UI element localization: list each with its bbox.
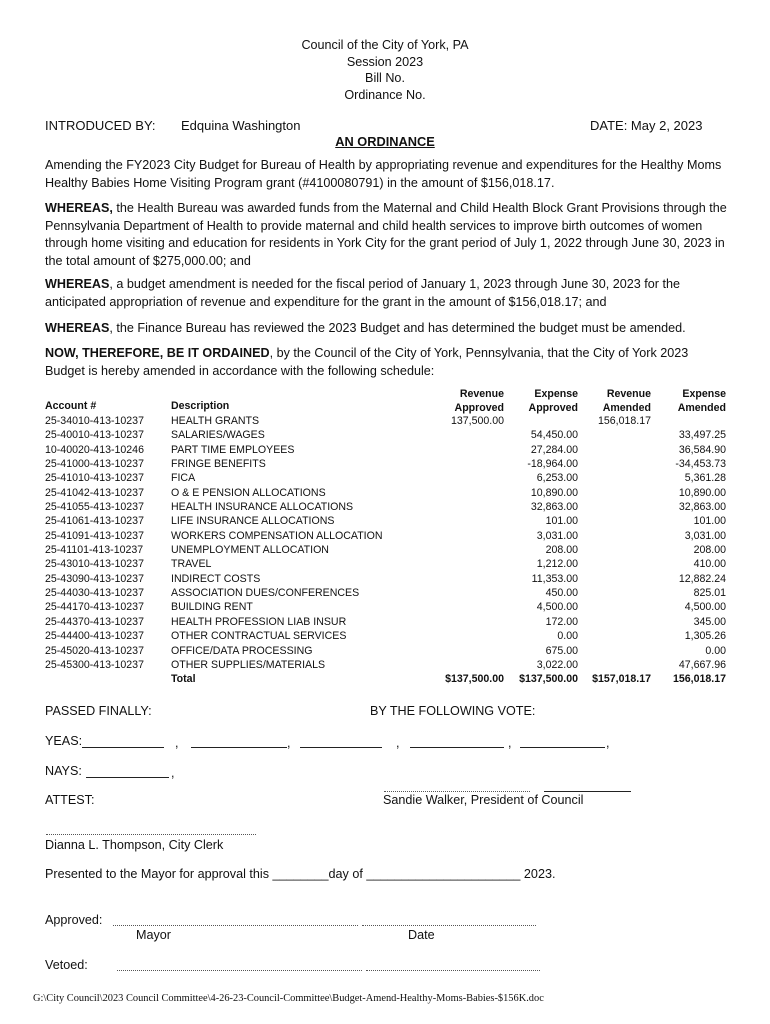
nays-signature-line[interactable] xyxy=(86,777,169,778)
account-column xyxy=(45,414,170,687)
whereas-text: the Health Bureau was awarded funds from the Maternal and Child Health Block Grant Provisions through the Pennsylvania Department of Health to provide maternal and child health services to improve birth outcomes of women through home visiting and education for residents in York City for the grant period of July 1, 2022 through June 30, 2023 in the total amount of $275,000.00; and xyxy=(45,201,727,268)
header-line: Expense xyxy=(682,388,726,400)
expense-amended-cell: 12,882.24 xyxy=(678,572,726,585)
expense-approved-cell: 1,212.00 xyxy=(536,558,578,571)
president-signature-line[interactable] xyxy=(384,791,530,792)
expense-amended-cell: 345.00 xyxy=(693,615,726,628)
amending-paragraph: Amending the FY2023 City Budget for Bureau of Health by appropriating revenue and expenditures for the Healthy Moms Healthy Babies Home Visiting Program grant (#4100080791) in the amount of $156,018.17. xyxy=(45,158,722,190)
revenue-amended-cell xyxy=(578,457,651,471)
expense-approved-cell: 0.00 xyxy=(557,630,578,643)
account-cell: 10-40020-413-10246 xyxy=(45,443,144,456)
now-therefore-lead: NOW, THEREFORE, BE IT ORDAINED xyxy=(45,346,270,360)
comma: , xyxy=(171,766,175,780)
description-cell: LIFE INSURANCE ALLOCATIONS xyxy=(171,515,335,528)
file-path-footer: G:\City Council\2023 Council Committee\4-26-23-Council-Committee\Budget-Amend-Healthy-Moms-Babies-$156K.doc xyxy=(33,993,544,1004)
description-cell: OTHER SUPPLIES/MATERIALS xyxy=(171,658,326,671)
account-cell: 25-41010-413-10237 xyxy=(45,472,144,485)
introduced-label: INTRODUCED BY: xyxy=(45,118,156,133)
president-signature-line[interactable] xyxy=(544,791,631,792)
expense-approved-column xyxy=(504,414,578,687)
expense-amended-cell: 0.00 xyxy=(705,644,726,657)
description-cell: HEALTH GRANTS xyxy=(171,415,260,427)
vetoed-signature-line[interactable] xyxy=(117,970,362,971)
ordinance-date: DATE: May 2, 2023 xyxy=(590,118,703,133)
whereas-paragraph-2 xyxy=(45,276,727,311)
account-cell: 25-34010-413-10237 xyxy=(45,415,144,427)
approved-label: Approved: xyxy=(45,913,103,927)
introduced-name: Edquina Washington xyxy=(181,118,301,133)
revenue-approved-cell xyxy=(430,615,504,629)
whereas-lead: WHEREAS, xyxy=(45,201,113,215)
revenue-amended-cell xyxy=(578,557,651,571)
account-cell: 25-41000-413-10237 xyxy=(45,458,144,471)
account-cell: 25-43090-413-10237 xyxy=(45,572,144,585)
total-expense-amended: 156,018.17 xyxy=(672,673,726,686)
account-cell: 25-40010-413-10237 xyxy=(45,429,144,442)
expense-amended-cell: 208.00 xyxy=(693,544,726,557)
whereas-text: , the Finance Bureau has reviewed the 2023 Budget and has determined the budget must be amended. xyxy=(109,321,686,335)
description-cell: OFFICE/DATA PROCESSING xyxy=(171,644,313,657)
header-line: Revenue xyxy=(459,388,504,400)
revenue-approved-cell xyxy=(430,500,504,514)
description-cell: BUILDING RENT xyxy=(171,601,253,614)
description-cell: FRINGE BENEFITS xyxy=(171,458,266,471)
yeas-signature-line[interactable] xyxy=(300,747,382,748)
clerk-signature-line[interactable] xyxy=(46,834,256,835)
expense-amended-cell: 5,361.28 xyxy=(684,472,726,485)
description-cell: INDIRECT COSTS xyxy=(171,572,261,585)
description-cell: OTHER CONTRACTUAL SERVICES xyxy=(171,630,347,643)
account-cell: 25-44170-413-10237 xyxy=(45,601,144,614)
comma: , xyxy=(606,736,610,750)
document-header xyxy=(0,37,770,103)
expense-amended-column xyxy=(651,414,726,687)
expense-approved-cell: 172.00 xyxy=(545,615,578,628)
expense-approved-cell: 32,863.00 xyxy=(530,501,578,514)
revenue-amended-cell xyxy=(578,514,651,528)
revenue-approved-cell xyxy=(430,658,504,672)
expense-approved-cell: -18,964.00 xyxy=(527,458,578,471)
expense-approved-cell: 4,500.00 xyxy=(536,601,578,614)
header-line: Amended xyxy=(602,401,651,414)
yeas-signature-line[interactable] xyxy=(82,747,164,748)
description-cell: O & E PENSION ALLOCATIONS xyxy=(171,486,326,499)
revenue-amended-cell xyxy=(578,500,651,514)
description-cell: WORKERS COMPENSATION ALLOCATION xyxy=(171,529,383,542)
vetoed-date-line[interactable] xyxy=(366,970,540,971)
mayor-signature-line[interactable] xyxy=(113,925,358,926)
revenue-amended-cell xyxy=(578,615,651,629)
account-cell: 25-41061-413-10237 xyxy=(45,515,144,528)
revenue-amended-cell xyxy=(578,658,651,672)
account-cell: 25-44370-413-10237 xyxy=(45,615,144,628)
revenue-amended-cell xyxy=(578,428,651,442)
header-council: Council of the City of York, PA xyxy=(301,38,469,52)
yeas-label: YEAS: xyxy=(45,734,83,748)
description-cell: FICA xyxy=(171,472,196,485)
expense-approved-cell: 27,284.00 xyxy=(530,443,578,456)
revenue-approved-cell xyxy=(430,471,504,485)
now-therefore-paragraph xyxy=(45,345,727,380)
expense-amended-cell: 32,863.00 xyxy=(678,501,726,514)
expense-amended-cell: 47,667.96 xyxy=(678,658,726,671)
expense-amended-cell: 1,305.26 xyxy=(684,630,726,643)
description-cell: SALARIES/WAGES xyxy=(171,429,265,442)
revenue-approved-cell xyxy=(430,428,504,442)
expense-amended-cell: 101.00 xyxy=(693,515,726,528)
now-therefore-text: , by the Council of the City of York, Pennsylvania, that the City of York 2023 Budget is hereby amended in accordance with the following schedule: xyxy=(45,346,689,378)
revenue-amended-cell xyxy=(578,629,651,643)
revenue-approved-cell xyxy=(430,572,504,586)
yeas-signature-line[interactable] xyxy=(191,747,287,748)
header-line: Approved xyxy=(528,401,578,414)
revenue-amended-cell xyxy=(578,644,651,658)
revenue-approved-cell xyxy=(430,586,504,600)
description-column xyxy=(171,414,431,687)
total-expense-approved: $137,500.00 xyxy=(519,673,578,686)
account-cell: 25-45020-413-10237 xyxy=(45,644,144,657)
whereas-lead: WHEREAS xyxy=(45,321,110,335)
revenue-amended-cell: 156,018.17 xyxy=(597,415,651,427)
president-name: Sandie Walker, President of Council xyxy=(383,793,584,807)
revenue-amended-cell xyxy=(578,471,651,485)
account-cell: 25-41042-413-10237 xyxy=(45,486,144,499)
expense-approved-cell: 11,353.00 xyxy=(531,572,578,585)
date-label: Date xyxy=(408,928,435,942)
comma: , xyxy=(287,736,291,750)
expense-amended-cell: 3,031.00 xyxy=(684,529,726,542)
description-cell: TRAVEL xyxy=(171,558,212,571)
revenue-approved-cell xyxy=(430,644,504,658)
header-line: Approved xyxy=(454,401,504,414)
col-header-expense-approved xyxy=(504,388,578,415)
revenue-amended-cell xyxy=(578,572,651,586)
expense-approved-cell: 6,253.00 xyxy=(536,472,578,485)
revenue-amended-cell xyxy=(578,600,651,614)
expense-amended-cell: 4,500.00 xyxy=(684,601,726,614)
description-cell: HEALTH PROFESSION LIAB INSUR xyxy=(171,615,347,628)
description-cell: ASSOCIATION DUES/CONFERENCES xyxy=(171,587,360,600)
mayor-label: Mayor xyxy=(136,928,171,942)
account-cell: 25-41091-413-10237 xyxy=(45,529,144,542)
header-line: Amended xyxy=(677,401,726,414)
yeas-signature-line[interactable] xyxy=(520,747,605,748)
expense-amended-cell: -34,453.73 xyxy=(675,458,726,471)
revenue-approved-cell xyxy=(430,457,504,471)
expense-amended-cell xyxy=(651,414,726,428)
revenue-amended-cell xyxy=(578,543,651,557)
expense-approved-cell: 3,031.00 xyxy=(536,529,578,542)
nays-label: NAYS: xyxy=(45,764,82,778)
clerk-name: Dianna L. Thompson, City Clerk xyxy=(45,838,224,852)
expense-approved-cell: 101.00 xyxy=(545,515,578,528)
account-cell: 25-45300-413-10237 xyxy=(45,658,144,671)
description-cell: HEALTH INSURANCE ALLOCATIONS xyxy=(171,501,354,514)
approved-date-line[interactable] xyxy=(362,925,536,926)
revenue-approved-cell xyxy=(430,486,504,500)
header-session: Session 2023 xyxy=(346,54,424,69)
account-cell: 25-41101-413-10237 xyxy=(45,544,144,557)
header-ordinance-no: Ordinance No. xyxy=(344,87,426,102)
following-vote-label: BY THE FOLLOWING VOTE: xyxy=(370,704,536,718)
revenue-amended-cell xyxy=(578,586,651,600)
account-cell: 25-44400-413-10237 xyxy=(45,630,144,643)
revenue-approved-cell xyxy=(430,514,504,528)
expense-amended-cell: 825.01 xyxy=(693,587,726,600)
expense-approved-cell: 10,890.00 xyxy=(530,486,578,499)
col-header-revenue-approved xyxy=(430,388,504,415)
header-bill-no: Bill No. xyxy=(365,71,405,85)
vetoed-label: Vetoed: xyxy=(45,958,88,972)
col-header-description: Description xyxy=(171,400,230,412)
whereas-paragraph-3 xyxy=(45,320,727,338)
expense-amended-cell: 410.00 xyxy=(693,558,726,571)
revenue-amended-cell xyxy=(578,443,651,457)
col-header-revenue-amended xyxy=(578,388,651,415)
expense-amended-cell: 10,890.00 xyxy=(678,486,726,499)
total-revenue-amended: $157,018.17 xyxy=(592,673,651,686)
total-label: Total xyxy=(171,673,196,686)
expense-approved-cell: 54,450.00 xyxy=(530,429,578,442)
expense-amended-cell: 36,584.90 xyxy=(678,443,726,456)
description-cell: UNEMPLOYMENT ALLOCATION xyxy=(171,544,329,557)
attest-label: ATTEST: xyxy=(45,793,95,807)
description-cell: PART TIME EMPLOYEES xyxy=(171,443,295,456)
revenue-amended-column xyxy=(578,414,651,687)
revenue-amended-cell xyxy=(578,486,651,500)
account-cell: 25-43010-413-10237 xyxy=(45,558,144,571)
revenue-approved-column xyxy=(430,414,504,687)
expense-approved-cell: 450.00 xyxy=(545,587,578,600)
expense-approved-cell: 675.00 xyxy=(545,644,578,657)
comma: , xyxy=(175,736,179,750)
revenue-approved-cell xyxy=(430,443,504,457)
total-revenue-approved: $137,500.00 xyxy=(445,673,504,686)
expense-approved-cell: 208.00 xyxy=(545,544,578,557)
expense-amended-cell: 33,497.25 xyxy=(678,429,726,442)
header-line: Expense xyxy=(534,388,578,400)
account-cell: 25-44030-413-10237 xyxy=(45,587,144,600)
revenue-approved-cell xyxy=(430,557,504,571)
revenue-approved-cell xyxy=(430,600,504,614)
comma: , xyxy=(396,736,400,750)
revenue-approved-cell xyxy=(430,543,504,557)
whereas-paragraph-1 xyxy=(45,200,727,270)
presented-to-mayor: Presented to the Mayor for approval this ________day of ______________________ 2023. xyxy=(45,867,556,881)
revenue-approved-cell: 137,500.00 xyxy=(450,415,504,427)
col-header-expense-amended xyxy=(651,388,726,415)
expense-approved-cell: 3,022.00 xyxy=(536,658,578,671)
expense-approved-cell xyxy=(504,414,578,428)
col-header-account: Account # xyxy=(45,400,97,412)
header-line: Revenue xyxy=(606,388,651,400)
account-cell: 25-41055-413-10237 xyxy=(45,501,144,514)
ordinance-title: AN ORDINANCE xyxy=(335,134,435,149)
total-spacer xyxy=(45,672,170,686)
yeas-signature-line[interactable] xyxy=(410,747,504,748)
revenue-amended-cell xyxy=(578,529,651,543)
whereas-text: , a budget amendment is needed for the fiscal period of January 1, 2023 through June 30, 2023 for the anticipated appropriation of revenue and expenditure for the grant in the amount of $156,018.17; and xyxy=(45,277,680,309)
revenue-approved-cell xyxy=(430,629,504,643)
comma: , xyxy=(508,736,512,750)
whereas-lead: WHEREAS xyxy=(45,277,110,291)
revenue-approved-cell xyxy=(430,529,504,543)
passed-finally-label: PASSED FINALLY: xyxy=(45,704,152,718)
